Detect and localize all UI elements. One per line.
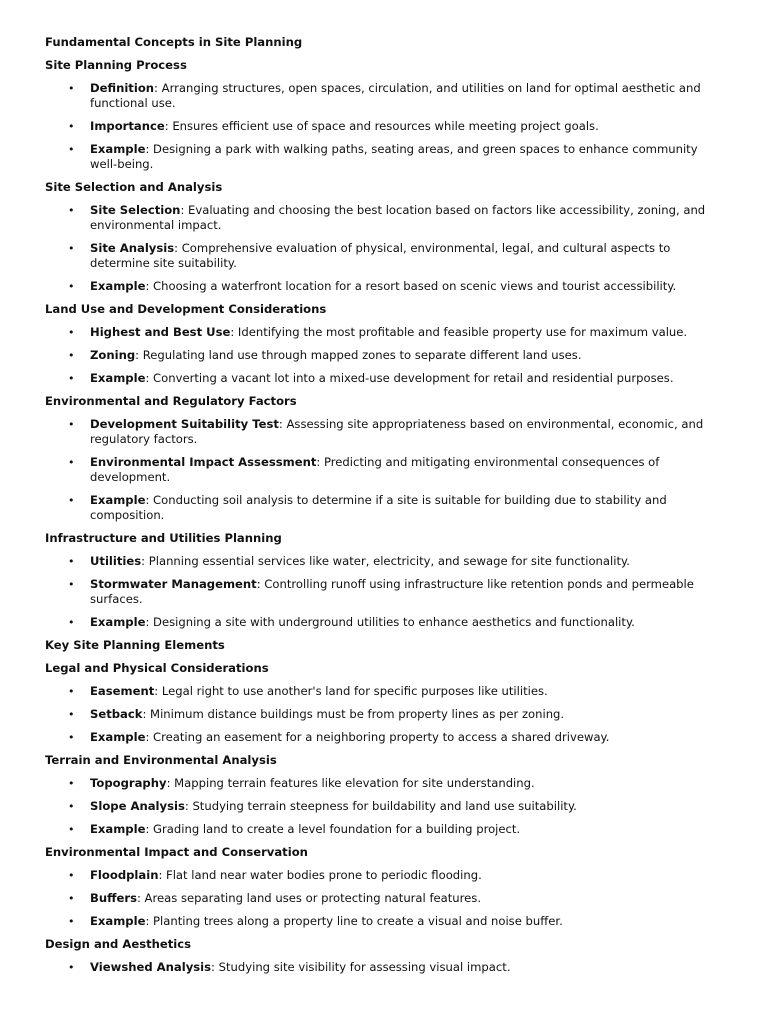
item-description: : Choosing a waterfront location for a resort based on scenic views and tourist accessibility. — [145, 279, 677, 293]
item-term: Example — [90, 493, 146, 507]
item-term: Example — [90, 371, 146, 385]
bullet-icon: • — [68, 326, 75, 339]
list-item — [45, 891, 718, 906]
section-heading: Infrastructure and Utilities Planning — [45, 531, 282, 545]
item-description: : Converting a vacant lot into a mixed-use development for retail and residential purposes. — [145, 371, 674, 385]
list-item — [45, 615, 718, 630]
item-term: Example — [90, 730, 146, 744]
bullet-icon: • — [68, 616, 75, 629]
item-description: : Conducting soil analysis to determine if a site is suitable for building due to stability and composition. — [90, 493, 667, 522]
bullet-icon: • — [68, 143, 75, 156]
bullet-icon: • — [68, 372, 75, 385]
section-heading: Site Selection and Analysis — [45, 180, 223, 194]
bullet-icon: • — [68, 892, 75, 905]
item-term: Example — [90, 279, 146, 293]
item-description: : Arranging structures, open spaces, circulation, and utilities on land for optimal aesthetic and functional use. — [90, 81, 701, 110]
section-heading: Key Site Planning Elements — [45, 638, 225, 652]
item-term: Topography — [90, 776, 167, 790]
item-description: : Predicting and mitigating environmental consequences of development. — [90, 455, 660, 484]
list-item — [45, 119, 718, 134]
item-description: : Controlling runoff using infrastructure like retention ponds and permeable surfaces. — [90, 577, 694, 606]
item-term: Zoning — [90, 348, 136, 362]
list-item — [45, 822, 718, 837]
bullet-list — [45, 203, 718, 294]
bullet-icon: • — [68, 82, 75, 95]
list-item — [45, 554, 718, 569]
list-item — [45, 142, 718, 172]
item-term: Example — [90, 822, 146, 836]
list-item — [45, 417, 718, 447]
bullet-icon: • — [68, 204, 75, 217]
list-item — [45, 348, 718, 363]
bullet-list — [45, 776, 718, 837]
list-item — [45, 203, 718, 233]
item-term: Definition — [90, 81, 155, 95]
bullet-icon: • — [68, 731, 75, 744]
section-heading: Environmental and Regulatory Factors — [45, 394, 297, 408]
item-term: Setback — [90, 707, 143, 721]
item-term: Buffers — [90, 891, 137, 905]
bullet-icon: • — [68, 456, 75, 469]
item-term: Site Analysis — [90, 241, 175, 255]
item-description: : Minimum distance buildings must be from property lines as per zoning. — [142, 707, 565, 721]
bullet-icon: • — [68, 800, 75, 813]
item-term: Example — [90, 914, 146, 928]
bullet-list — [45, 960, 718, 975]
item-description: : Areas separating land uses or protecting natural features. — [136, 891, 482, 905]
item-term: Site Selection — [90, 203, 181, 217]
bullet-icon: • — [68, 708, 75, 721]
item-description: : Evaluating and choosing the best location based on factors like accessibility, zoning, and environmental impact. — [90, 203, 706, 232]
section-heading: Land Use and Development Considerations — [45, 302, 327, 316]
list-item — [45, 279, 718, 294]
bullet-icon: • — [68, 915, 75, 928]
bullet-icon: • — [68, 869, 75, 882]
list-item — [45, 325, 718, 340]
item-description: : Flat land near water bodies prone to periodic flooding. — [158, 868, 482, 882]
item-description: : Regulating land use through mapped zones to separate different land uses. — [135, 348, 582, 362]
item-description: : Legal right to use another's land for specific purposes like utilities. — [154, 684, 548, 698]
item-description: : Designing a site with underground utilities to enhance aesthetics and functionality. — [145, 615, 635, 629]
bullet-icon: • — [68, 242, 75, 255]
item-term: Viewshed Analysis — [90, 960, 212, 974]
bullet-icon: • — [68, 494, 75, 507]
item-term: Environmental Impact Assessment — [90, 455, 317, 469]
item-term: Development Suitability Test — [90, 417, 279, 431]
list-item — [45, 577, 718, 607]
list-item — [45, 730, 718, 745]
list-item — [45, 371, 718, 386]
bullet-icon: • — [68, 685, 75, 698]
item-description: : Designing a park with walking paths, seating areas, and green spaces to enhance community well-being. — [90, 142, 698, 171]
list-item — [45, 868, 718, 883]
bullet-list — [45, 684, 718, 745]
bullet-icon: • — [68, 578, 75, 591]
bullet-list — [45, 417, 718, 523]
bullet-icon: • — [68, 555, 75, 568]
item-term: Example — [90, 142, 146, 156]
item-term: Stormwater Management — [90, 577, 257, 591]
item-description: : Comprehensive evaluation of physical, environmental, legal, and cultural aspects to determine site suitability. — [90, 241, 671, 270]
bullet-icon: • — [68, 777, 75, 790]
item-description: : Planning essential services like water, electricity, and sewage for site functionality. — [141, 554, 630, 568]
list-item — [45, 455, 718, 485]
section-heading: Environmental Impact and Conservation — [45, 845, 308, 859]
item-description: : Mapping terrain features like elevation for site understanding. — [166, 776, 535, 790]
bullet-icon: • — [68, 349, 75, 362]
section-heading: Terrain and Environmental Analysis — [45, 753, 277, 767]
list-item — [45, 81, 718, 111]
item-description: : Planting trees along a property line to create a visual and noise buffer. — [145, 914, 563, 928]
item-description: : Assessing site appropriateness based on environmental, economic, and regulatory factors. — [90, 417, 704, 446]
item-term: Floodplain — [90, 868, 159, 882]
item-description: : Identifying the most profitable and feasible property use for maximum value. — [230, 325, 688, 339]
bullet-icon: • — [68, 418, 75, 431]
item-description: : Ensures efficient use of space and resources while meeting project goals. — [164, 119, 599, 133]
bullet-icon: • — [68, 120, 75, 133]
item-term: Slope Analysis — [90, 799, 185, 813]
section-heading: Design and Aesthetics — [45, 937, 192, 951]
item-term: Highest and Best Use — [90, 325, 231, 339]
bullet-list — [45, 325, 718, 386]
item-description: : Studying site visibility for assessing visual impact. — [211, 960, 511, 974]
list-item — [45, 707, 718, 722]
item-term: Importance — [90, 119, 165, 133]
item-term: Example — [90, 615, 146, 629]
item-description: : Studying terrain steepness for buildability and land use suitability. — [184, 799, 577, 813]
list-item — [45, 914, 718, 929]
bullet-icon: • — [68, 961, 75, 974]
list-item — [45, 493, 718, 523]
list-item — [45, 684, 718, 699]
section-heading: Site Planning Process — [45, 58, 187, 72]
section-heading: Fundamental Concepts in Site Planning — [45, 35, 303, 49]
bullet-icon: • — [68, 280, 75, 293]
list-item — [45, 960, 718, 975]
list-item — [45, 241, 718, 271]
list-item — [45, 776, 718, 791]
item-description: : Creating an easement for a neighboring property to access a shared driveway. — [145, 730, 610, 744]
item-term: Easement — [90, 684, 155, 698]
item-term: Utilities — [90, 554, 142, 568]
bullet-list — [45, 868, 718, 929]
list-item — [45, 799, 718, 814]
section-heading: Legal and Physical Considerations — [45, 661, 269, 675]
bullet-list — [45, 554, 718, 630]
bullet-icon: • — [68, 823, 75, 836]
bullet-list — [45, 81, 718, 172]
item-description: : Grading land to create a level foundation for a building project. — [145, 822, 521, 836]
